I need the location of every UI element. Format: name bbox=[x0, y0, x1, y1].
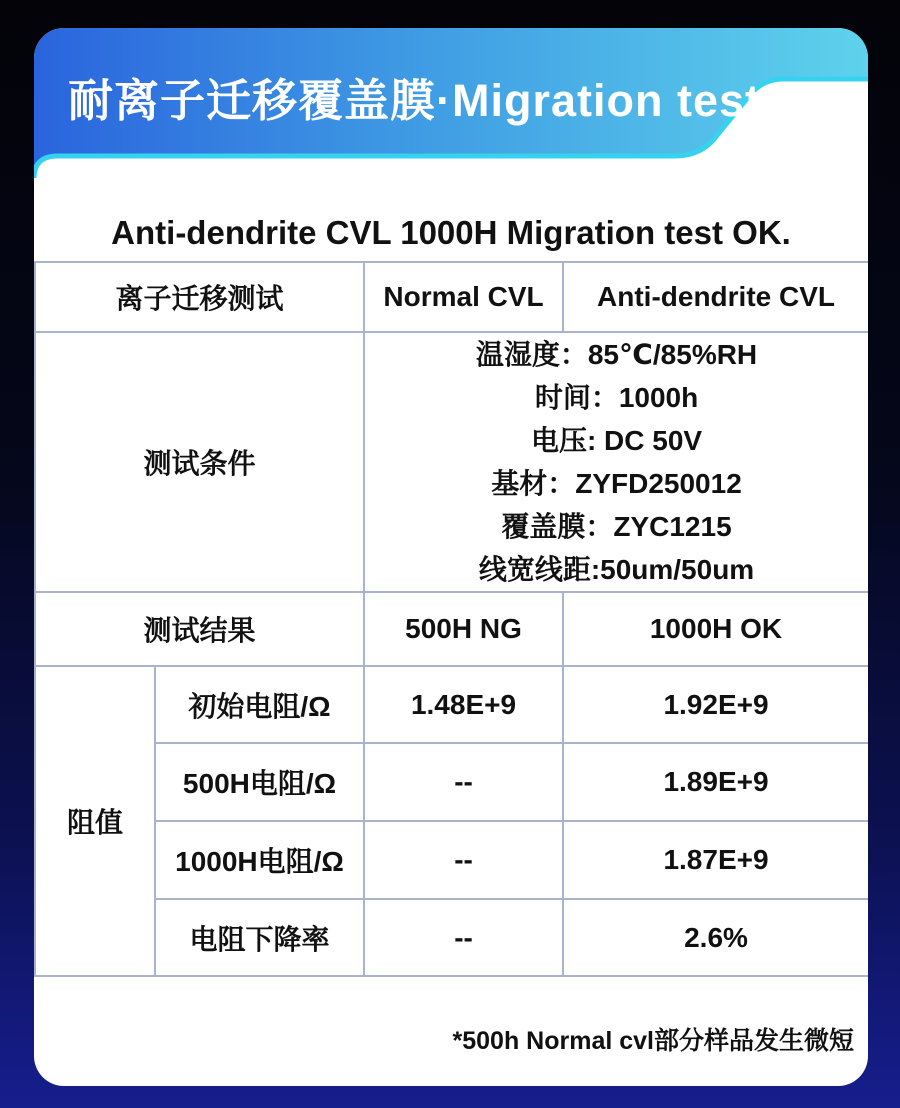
header-cell-test-name: 离子迁移测试 bbox=[35, 262, 364, 332]
condition-line-width: 线宽线距:50um/50um bbox=[478, 554, 755, 585]
resistance-1000h-anti: 1.87E+9 bbox=[563, 821, 868, 899]
resistance-1000h-label: 1000H电阻/Ω bbox=[155, 821, 364, 899]
conditions-row bbox=[35, 332, 868, 592]
resistance-initial-anti: 1.92E+9 bbox=[563, 666, 868, 743]
resistance-500h-anti: 1.89E+9 bbox=[563, 743, 868, 821]
resistance-drop-anti: 2.6% bbox=[563, 899, 868, 976]
header-cell-normal-cvl: Normal CVL bbox=[364, 262, 563, 332]
resistance-initial-label: 初始电阻/Ω bbox=[155, 666, 364, 743]
conditions-label-cell: 测试条件 bbox=[35, 332, 364, 592]
table-row bbox=[35, 666, 868, 743]
content-card bbox=[34, 28, 868, 1086]
condition-substrate: 基材：ZYFD250012 bbox=[491, 468, 742, 499]
results-anti-cell: 1000H OK bbox=[563, 592, 868, 666]
resistance-initial-normal: 1.48E+9 bbox=[364, 666, 563, 743]
table-row bbox=[35, 899, 868, 976]
header-cell-anti-dendrite-cvl: Anti-dendrite CVL bbox=[563, 262, 868, 332]
page-title: 耐离子迁移覆盖膜·Migration test bbox=[68, 75, 761, 126]
page-subtitle: Anti-dendrite CVL 1000H Migration test OK. bbox=[111, 214, 791, 251]
table-header-row bbox=[35, 262, 868, 332]
footnote-text: *500h Normal cvl部分样品发生微短 bbox=[452, 1027, 854, 1055]
table-row bbox=[35, 821, 868, 899]
results-row bbox=[35, 592, 868, 666]
migration-test-table bbox=[34, 261, 868, 977]
table-row bbox=[35, 743, 868, 821]
resistance-500h-normal: -- bbox=[364, 743, 563, 821]
results-label-cell: 测试结果 bbox=[35, 592, 364, 666]
conditions-value-cell bbox=[364, 332, 868, 592]
resistance-drop-normal: -- bbox=[364, 899, 563, 976]
condition-voltage: 电压: DC 50V bbox=[530, 425, 703, 456]
resistance-500h-label: 500H电阻/Ω bbox=[155, 743, 364, 821]
condition-time: 时间：1000h bbox=[534, 382, 699, 413]
resistance-group-label-cell: 阻值 bbox=[35, 666, 155, 976]
condition-coverlay: 覆盖膜：ZYC1215 bbox=[501, 511, 732, 542]
resistance-1000h-normal: -- bbox=[364, 821, 563, 899]
results-normal-cell: 500H NG bbox=[364, 592, 563, 666]
condition-temp-humidity: 温湿度：85℃/85%RH bbox=[475, 339, 758, 370]
resistance-drop-label: 电阻下降率 bbox=[155, 899, 364, 976]
